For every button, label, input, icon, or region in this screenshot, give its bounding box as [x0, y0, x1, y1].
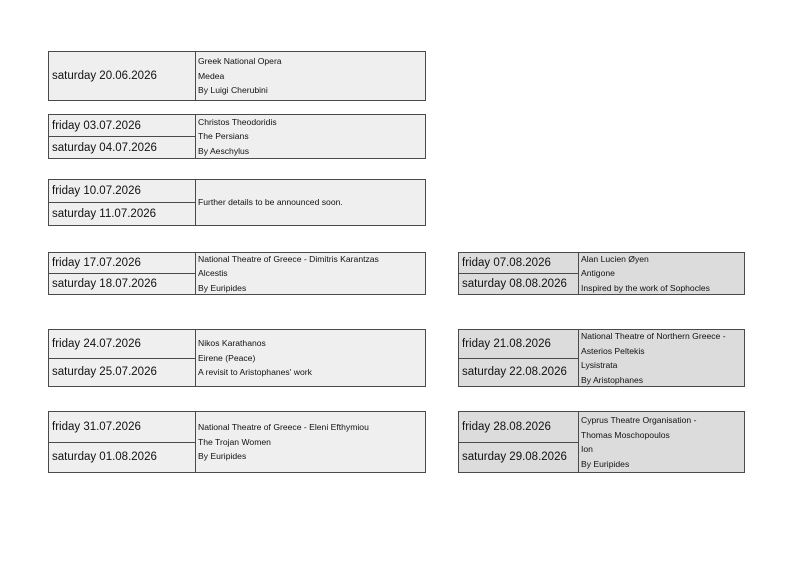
event-date: saturday 11.07.2026	[49, 202, 195, 225]
event-card	[48, 114, 426, 159]
event-date: saturday 04.07.2026	[49, 136, 195, 158]
event-date: friday 10.07.2026	[52, 185, 141, 197]
event-date: saturday 01.08.2026	[49, 442, 195, 473]
event-date: saturday 29.08.2026	[459, 442, 578, 473]
event-card	[458, 411, 745, 473]
event-author: By Luigi Cherubini	[198, 85, 268, 96]
event-card	[458, 329, 745, 387]
event-author: A revisit to Aristophanes' work	[198, 367, 312, 378]
event-director: Asterios Peltekis	[581, 345, 645, 356]
event-date: saturday 08.08.2026	[459, 273, 578, 294]
event-company: Christos Theodoridis	[198, 116, 277, 127]
event-date: saturday 25.07.2026	[49, 358, 195, 387]
event-card	[458, 252, 745, 295]
event-title: The Persians	[198, 131, 249, 142]
event-author: By Aristophanes	[581, 374, 644, 385]
event-author: Inspired by the work of Sophocles	[581, 282, 710, 293]
event-title: Alcestis	[198, 268, 228, 279]
event-card	[48, 179, 426, 226]
event-info	[579, 253, 744, 294]
event-info	[196, 180, 425, 225]
event-dates	[459, 330, 579, 386]
event-author: By Aeschylus	[198, 145, 250, 156]
event-date: friday 07.08.2026	[462, 257, 551, 269]
event-company: National Theatre of Northern Greece -	[581, 331, 726, 341]
event-dates	[49, 180, 196, 225]
event-dates	[49, 115, 196, 158]
event-title: Lysistrata	[581, 360, 618, 370]
event-author: By Euripides	[198, 282, 247, 293]
event-info	[196, 52, 425, 100]
event-company: Greek National Opera	[198, 56, 282, 67]
event-title: The Trojan Women	[198, 436, 271, 447]
event-date: saturday 22.08.2026	[459, 358, 578, 387]
event-author: By Euripides	[198, 451, 247, 462]
event-date: friday 03.07.2026	[52, 119, 141, 132]
event-company: National Theatre of Greece - Eleni Efthymiou	[198, 422, 369, 433]
event-dates	[49, 52, 196, 100]
event-info	[196, 330, 425, 386]
event-title: Antigone	[581, 268, 615, 279]
event-dates	[459, 253, 579, 294]
event-director: Thomas Moschopoulos	[581, 429, 670, 440]
event-title: Eirene (Peace)	[198, 352, 256, 363]
event-company: National Theatre of Greece - Dimitris Karantzas	[198, 253, 379, 264]
event-date: friday 24.07.2026	[52, 337, 141, 350]
event-title: Medea	[198, 70, 225, 81]
event-title: Ion	[581, 444, 593, 454]
event-info	[579, 330, 744, 386]
event-info	[196, 412, 425, 472]
event-dates	[49, 253, 196, 294]
event-note: Further details to be announced soon.	[198, 197, 343, 208]
event-date: friday 28.08.2026	[462, 420, 551, 433]
event-card	[48, 51, 426, 101]
event-info	[579, 412, 744, 472]
event-date: friday 31.07.2026	[52, 420, 141, 433]
event-dates	[49, 412, 196, 472]
event-card	[48, 411, 426, 473]
event-info	[196, 115, 425, 158]
event-card	[48, 252, 426, 295]
event-company: Alan Lucien Øyen	[581, 253, 649, 264]
event-card	[48, 329, 426, 387]
event-author: By Euripides	[581, 458, 630, 469]
event-company: Cyprus Theatre Organisation -	[581, 415, 697, 425]
event-date: friday 17.07.2026	[52, 257, 141, 269]
event-info	[196, 253, 425, 294]
event-dates	[49, 330, 196, 386]
event-dates	[459, 412, 579, 472]
event-date: saturday 18.07.2026	[49, 273, 195, 294]
event-company: Nikos Karathanos	[198, 338, 266, 349]
event-date: saturday 20.06.2026	[52, 70, 157, 82]
event-date: friday 21.08.2026	[462, 337, 551, 350]
